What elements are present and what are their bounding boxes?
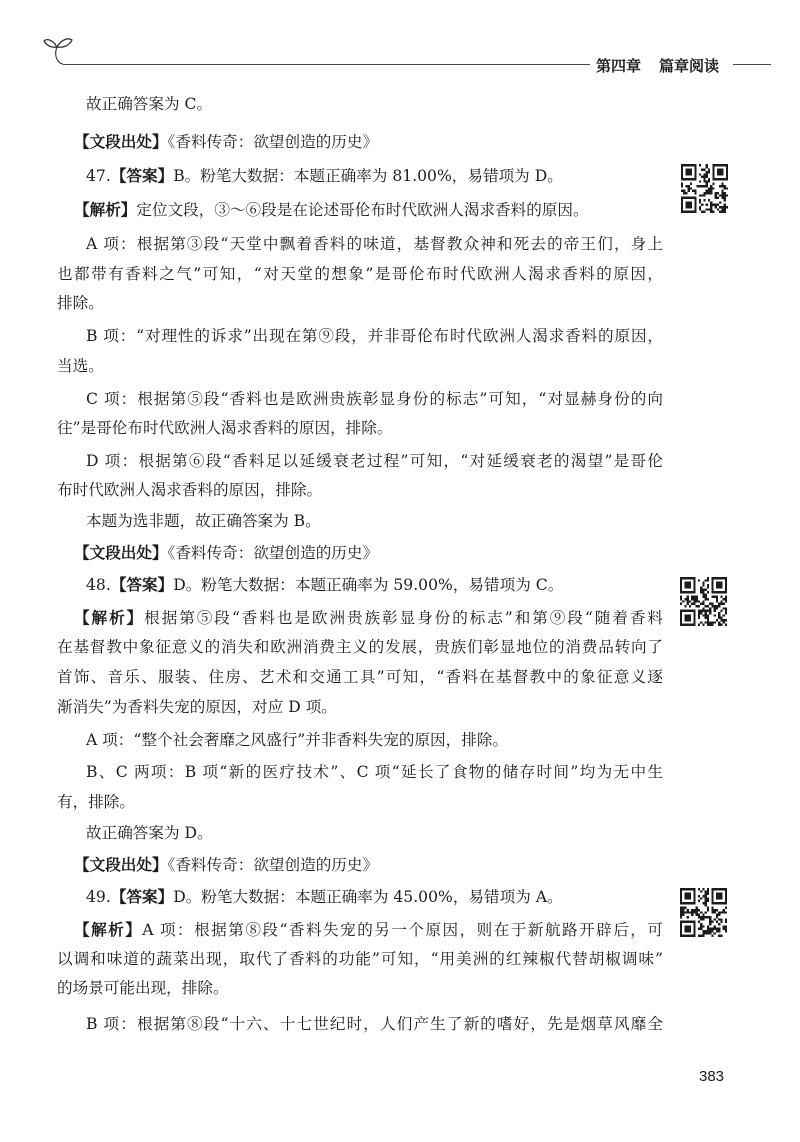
q48-analysis-line: 在基督教中象征意义的消失和欧洲消费主义的发展，贵族们彰显地位的消费品转向了 — [57, 638, 663, 656]
analysis-label: 【解析】 — [74, 609, 145, 627]
q49-analysis-line — [74, 920, 663, 940]
q47-option-b-line: B 项：“对理性的诉求”出现在第⑨段，并非哥伦布时代欧洲人渴求香料的原因， — [86, 327, 663, 345]
q48-option-a-line: A 项：“整个社会奢靡之风盛行”并非香料失宠的原因，排除。 — [86, 731, 509, 749]
q48-analysis-line: 渐消失”为香料失宠的原因，对应 D 项。 — [57, 698, 337, 716]
qr-code-icon — [681, 164, 728, 213]
source-title: 《香料传奇：欲望创造的历史》 — [167, 544, 379, 562]
question-number: 48. — [86, 576, 111, 594]
q47-option-d-line: 布时代欧洲人渴求香料的原因，排除。 — [57, 481, 323, 499]
answer-text: B。粉笔大数据：本题正确率为 81.00%，易错项为 D。 — [173, 167, 563, 185]
source-title: 《香料传奇：欲望创造的历史》 — [167, 856, 379, 874]
answer-label: 【答案】 — [110, 888, 174, 906]
q48-analysis-line: 首饰、音乐、服装、住房、艺术和交通工具”可知，“香料在基督教中的象征意义逐 — [57, 668, 663, 686]
q47-source-line — [74, 543, 378, 563]
q48-analysis-line — [74, 608, 663, 628]
analysis-text: 定位文段，③～⑥段是在论述哥伦布时代欧洲人渴求香料的原因。 — [136, 201, 589, 219]
sprout-leaf-icon — [42, 33, 78, 65]
source-label: 【文段出处】 — [74, 133, 168, 151]
q47-option-a-line: 也都带有香料之气”可知，“对天堂的想象”是哥伦布时代欧洲人渴求香料的原因， — [57, 265, 663, 283]
section-title: 篇章阅读 — [659, 57, 720, 75]
question-number: 49. — [86, 888, 111, 906]
q48-conclusion: 故正确答案为 D。 — [86, 824, 213, 842]
page-number: 383 — [699, 1068, 725, 1085]
q47-option-c-line: 往”是哥伦布时代欧洲人渴求香料的原因，排除。 — [57, 419, 393, 437]
q48-answer-line — [86, 575, 563, 595]
question-number: 47. — [86, 167, 111, 185]
q48-source-line — [74, 855, 378, 875]
source-label: 【文段出处】 — [74, 544, 168, 562]
answer-text: D。粉笔大数据：本题正确率为 59.00%，易错项为 C。 — [173, 576, 564, 594]
analysis-label: 【解析】 — [74, 921, 143, 939]
analysis-text: A 项：根据第⑧段“香料失宠的另一个原因，则在于新航路开辟后，可 — [142, 921, 663, 939]
q47-analysis-line — [74, 200, 589, 220]
q48-option-bc-line: 有，排除。 — [57, 793, 135, 811]
qr-code-icon — [680, 577, 727, 626]
q49-option-a-line: 的场景可能出现，排除。 — [57, 979, 229, 997]
source-label: 【文段出处】 — [74, 856, 168, 874]
q49-answer-line — [86, 887, 563, 907]
header-rule-right — [733, 64, 771, 65]
header-rule-left — [63, 64, 590, 65]
q47-option-b-line: 当选。 — [57, 357, 104, 375]
q49-option-a-line: 以调和味道的蔬菜出现，取代了香料的功能”可知，“用美洲的红辣椒代替胡椒调味” — [57, 950, 663, 968]
q47-option-a-line: 排除。 — [57, 294, 104, 312]
answer-text: D。粉笔大数据：本题正确率为 45.00%，易错项为 A。 — [173, 888, 563, 906]
analysis-label: 【解析】 — [74, 201, 137, 219]
q46-conclusion: 故正确答案为 C。 — [86, 95, 213, 113]
q49-option-b-line: B 项：根据第⑧段“十六、十七世纪时，人们产生了新的嗜好，先是烟草风靡全 — [86, 1015, 663, 1033]
source-title: 《香料传奇：欲望创造的历史》 — [167, 133, 379, 151]
q47-answer-line — [86, 166, 563, 186]
answer-label: 【答案】 — [110, 167, 174, 185]
q47-option-c-line: C 项：根据第⑤段“香料也是欧洲贵族彰显身份的标志”可知，“对显赫身份的向 — [86, 390, 663, 408]
qr-code-icon — [680, 888, 727, 937]
chapter-label: 第四章 — [596, 57, 642, 75]
q47-option-a-line: A 项：根据第③段“天堂中飘着香料的味道，基督教众神和死去的帝王们，身上 — [86, 235, 663, 253]
q46-source-line — [74, 132, 378, 152]
q48-option-bc-line: B、C 两项：B 项“新的医疗技术”、C 项“延长了食物的储存时间”均为无中生 — [86, 763, 663, 781]
q47-option-d-line: D 项：根据第⑥段“香料足以延缓衰老过程”可知，“对延缓衰老的渴望”是哥伦 — [86, 452, 663, 470]
answer-label: 【答案】 — [110, 576, 174, 594]
q47-conclusion: 本题为选非题，故正确答案为 B。 — [86, 512, 321, 530]
analysis-text: 根据第⑤段“香料也是欧洲贵族彰显身份的标志”和第⑨段“随着香料 — [144, 609, 663, 627]
